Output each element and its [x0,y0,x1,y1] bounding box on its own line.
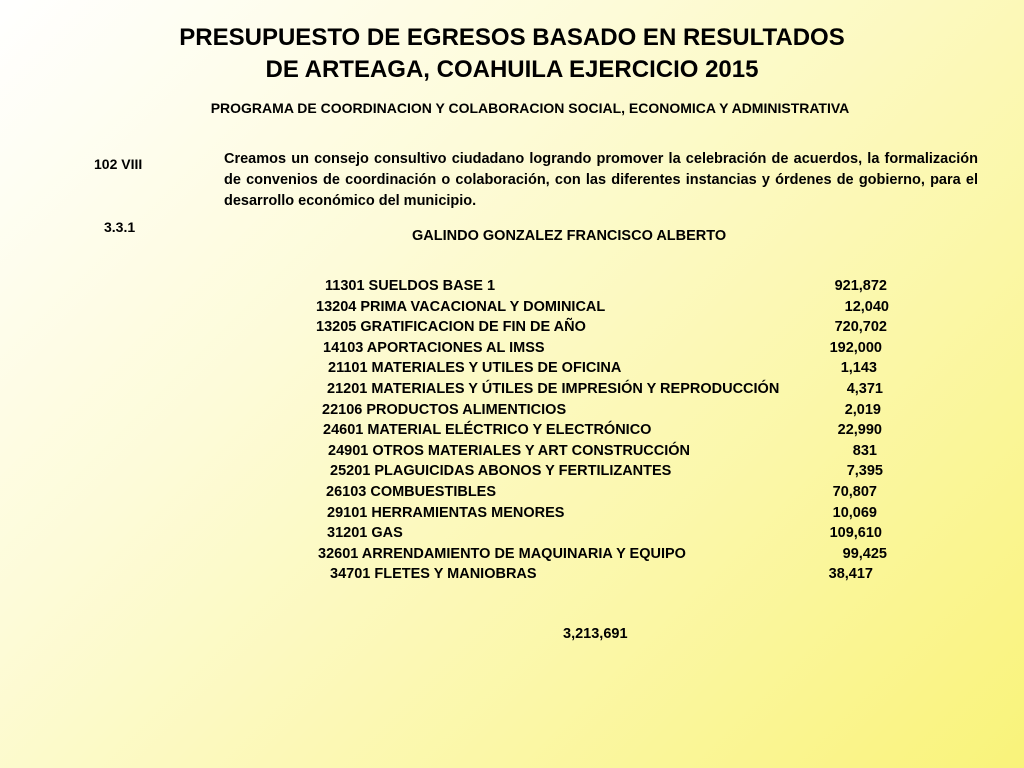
budget-item-amount: 109,610 [829,525,882,542]
budget-item-row [0,381,1024,401]
budget-item-amount: 1,143 [840,360,877,377]
budget-item-amount: 7,395 [846,463,883,480]
budget-item-row [0,443,1024,463]
budget-item-label: 34701 FLETES Y MANIOBRAS [330,566,537,583]
budget-item-row [0,566,1024,586]
budget-item-row [0,340,1024,360]
program-description: Creamos un consejo consultivo ciudadano logrando promover la celebración de acuerdos, la formalización de convenios de coordinación o colaboración, con las diferentes instancias y órdenes de gobierno, para el desarrollo económico del municipio. [224,151,978,209]
budget-item-label: 22106 PRODUCTOS ALIMENTICIOS [322,401,567,418]
budget-item-label: 26103 COMBUESTIBLES [326,484,497,500]
budget-item-row [0,402,1024,422]
budget-item-row [0,360,1024,380]
page-title [0,22,1024,86]
budget-item-amount: 4,371 [846,381,883,397]
title-line-1: PRESUPUESTO DE EGRESOS BASADO EN RESULTADOS [179,24,845,51]
budget-item-row [0,505,1024,525]
budget-item-label: 25201 PLAGUICIDAS ABONOS Y FERTILIZANTES [330,463,672,480]
budget-item-amount: 192,000 [829,339,882,356]
budget-item-row [0,484,1024,504]
budget-item-amount: 921,872 [834,278,887,294]
title-line-2: DE ARTEAGA, COAHUILA EJERCICIO 2015 [265,56,759,83]
budget-item-amount: 38,417 [828,566,873,583]
budget-item-label: 32601 ARRENDAMIENTO DE MAQUINARIA Y EQUIPO [318,545,686,562]
budget-item-row [0,525,1024,545]
budget-item-amount: 12,040 [844,298,889,315]
budget-item-amount: 831 [852,442,877,459]
program-code: 102 VIII [94,156,143,172]
budget-item-amount: 10,069 [832,504,877,521]
budget-total: 3,213,691 [563,626,628,642]
budget-item-label: 21201 MATERIALES Y ÚTILES DE IMPRESIÓN Y REPRODUCCIÓN [327,381,780,397]
budget-item-label: 13205 GRATIFICACION DE FIN DE AÑO [316,319,586,336]
budget-item-label: 13204 PRIMA VACACIONAL Y DOMINICAL [316,298,606,315]
budget-item-label: 14103 APORTACIONES AL IMSS [323,339,545,356]
budget-item-label: 29101 HERRAMIENTAS MENORES [327,504,565,521]
responsible-name: GALINDO GONZALEZ FRANCISCO ALBERTO [412,228,727,244]
budget-item-label: 24601 MATERIAL ELÉCTRICO Y ELECTRÓNICO [323,422,652,439]
budget-item-label: 21101 MATERIALES Y UTILES DE OFICINA [328,360,622,377]
budget-item-row [0,546,1024,566]
budget-item-row [0,422,1024,442]
budget-item-row [0,278,1024,298]
budget-item-amount: 2,019 [844,401,881,418]
budget-item-amount: 70,807 [832,484,877,500]
budget-item-label: 31201 GAS [327,525,403,542]
budget-item-amount: 720,702 [834,319,887,336]
program-subtitle: PROGRAMA DE COORDINACION Y COLABORACION SOCIAL, ECONOMICA Y ADMINISTRATIVA [210,100,850,116]
budget-item-amount: 99,425 [842,545,887,562]
budget-item-amount: 22,990 [837,422,882,439]
program-subcode: 3.3.1 [104,219,136,235]
budget-item-label: 24901 OTROS MATERIALES Y ART CONSTRUCCIÓN [328,442,691,459]
budget-item-label: 11301 SUELDOS BASE 1 [325,278,496,294]
budget-item-row [0,299,1024,319]
budget-item-row [0,463,1024,483]
budget-item-row [0,319,1024,339]
